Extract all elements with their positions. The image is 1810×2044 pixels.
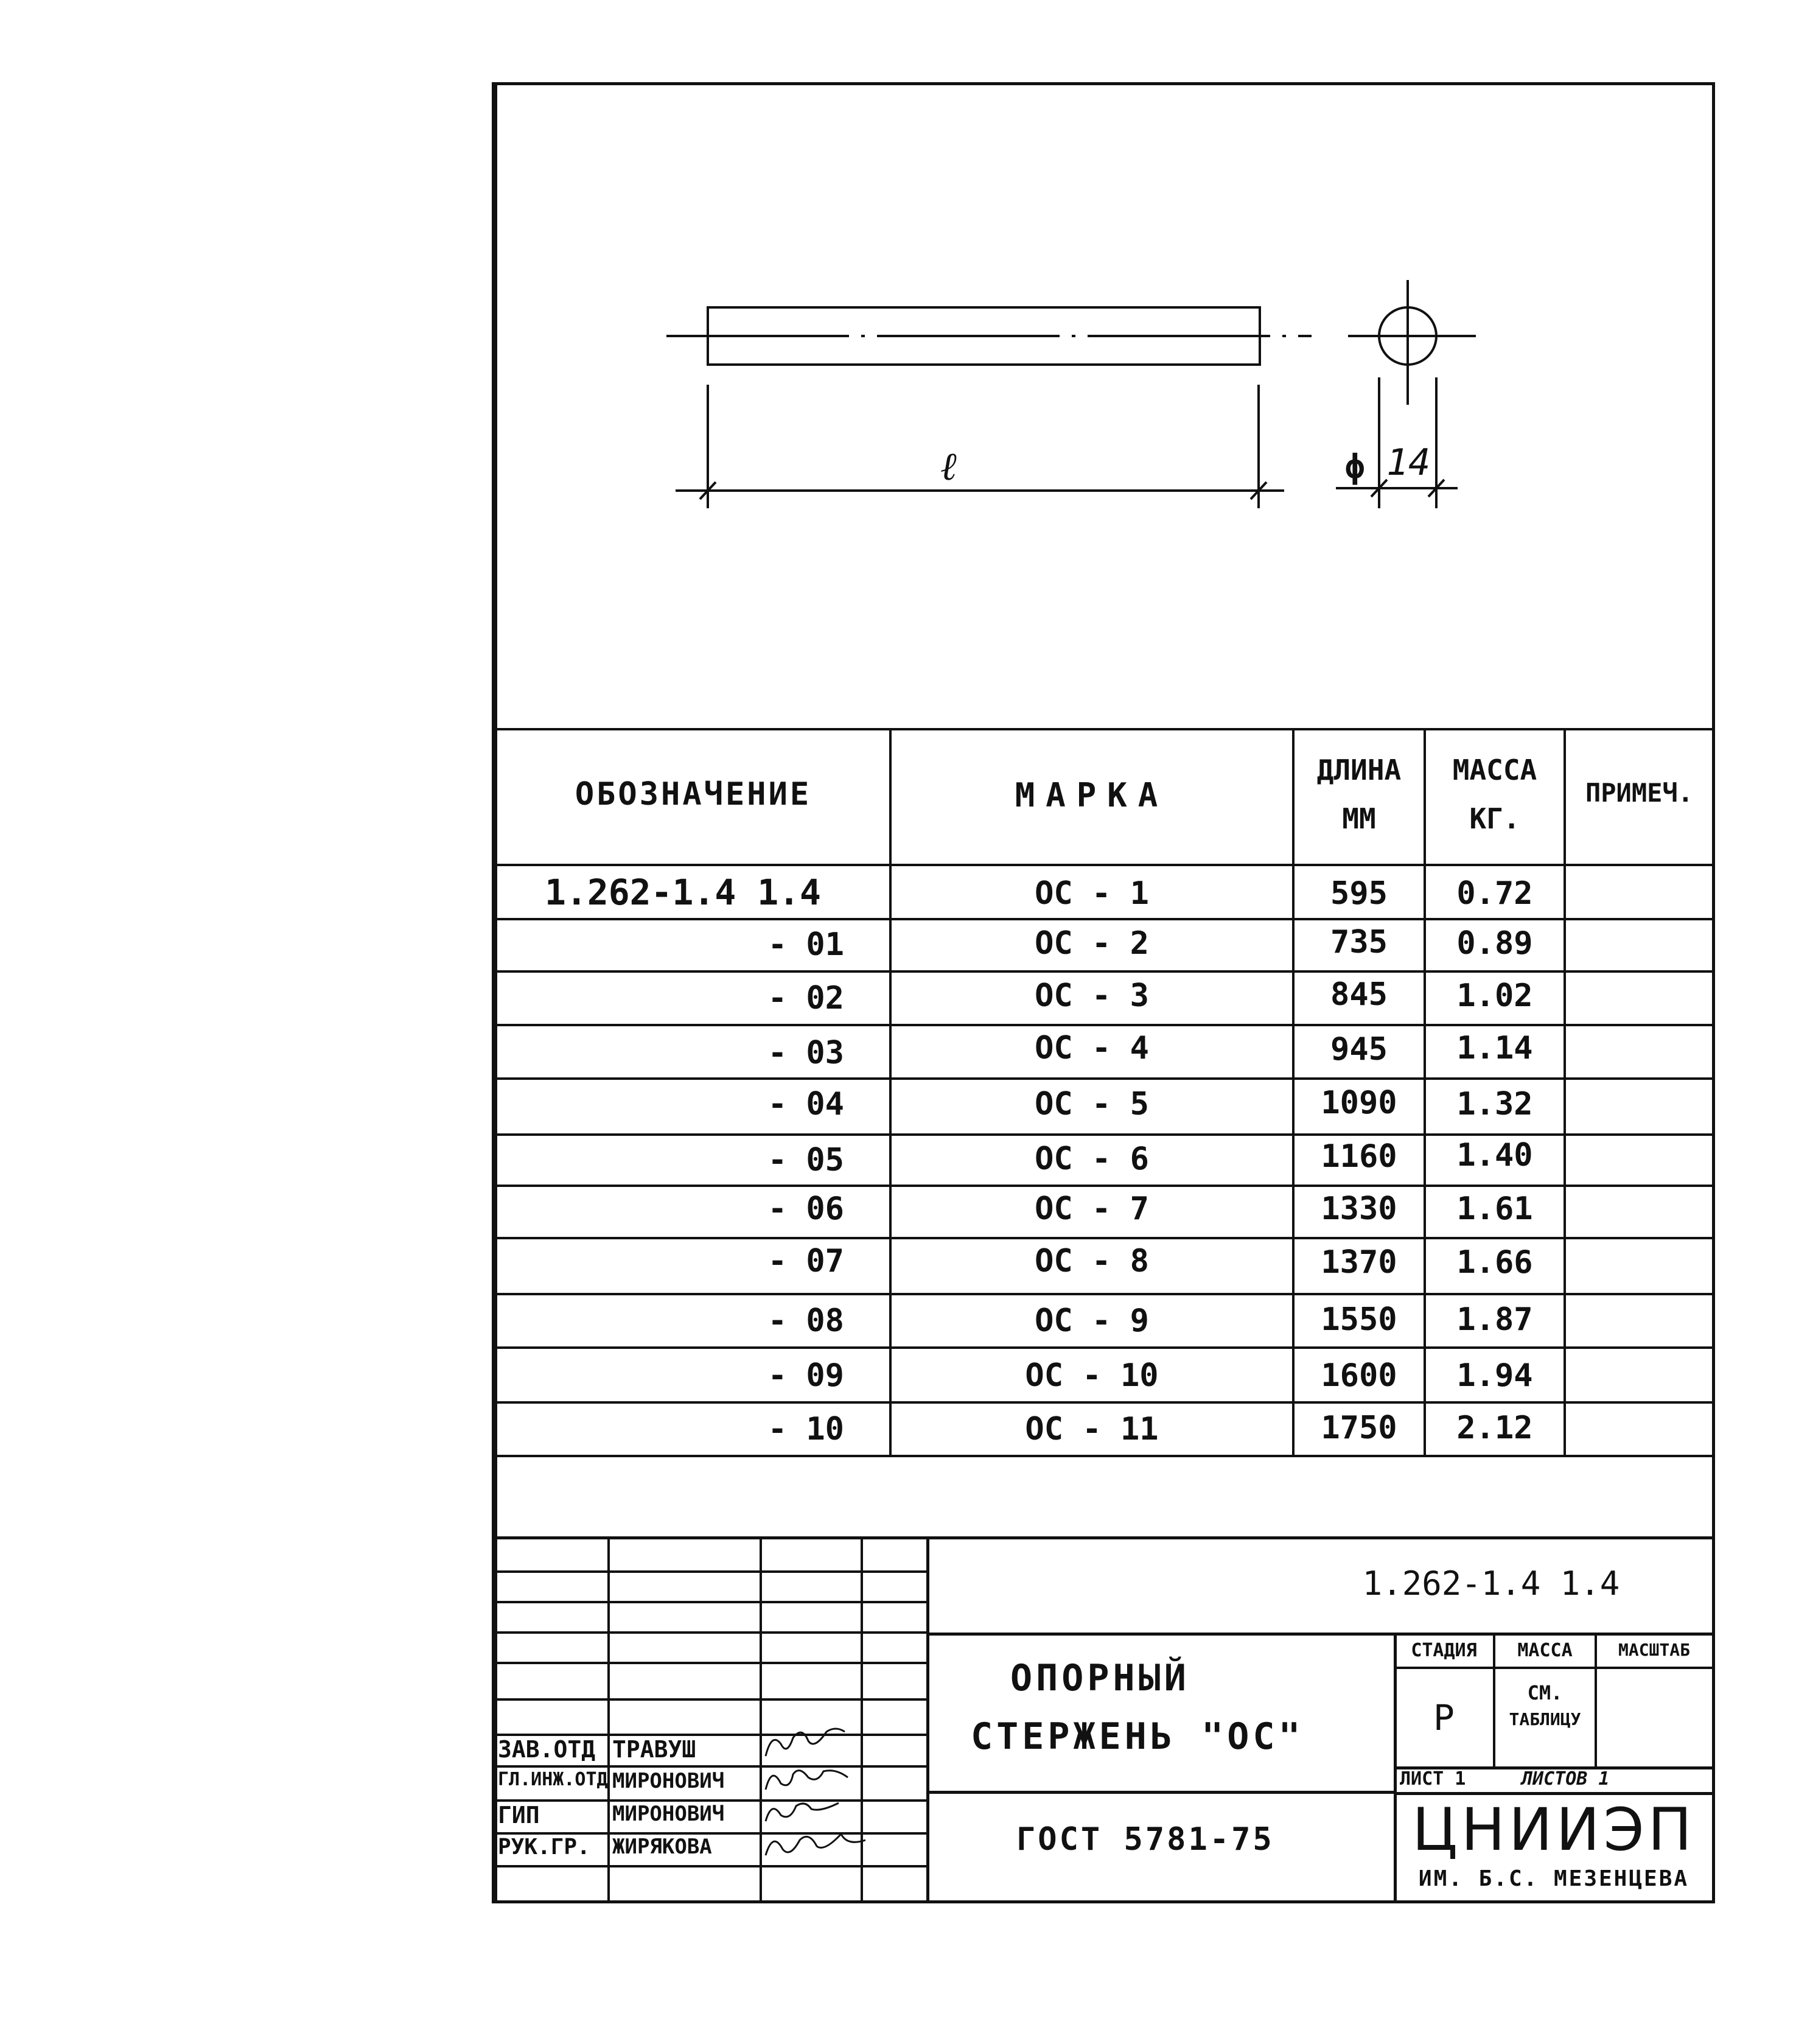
row-mark: ОС - 5 (1035, 1086, 1149, 1122)
header-mass-1: МАССА (1452, 754, 1537, 786)
row-mass: 1.40 (1456, 1137, 1533, 1174)
sig-role: РУК.ГР. (498, 1835, 590, 1860)
row-length: 735 (1330, 924, 1388, 961)
row-mark: ОС - 11 (1025, 1411, 1159, 1447)
row-mark: ОС - 1 (1035, 875, 1149, 912)
signature-mark (766, 1729, 845, 1756)
title-line-2: СТЕРЖЕНЬ "ОС" (971, 1715, 1304, 1758)
diameter-value: 14 (1386, 441, 1431, 484)
row-length: 1600 (1321, 1357, 1397, 1394)
header-mass-2: КГ. (1469, 802, 1520, 835)
row-length: 1750 (1321, 1410, 1397, 1446)
mass-value-2: ТАБЛИЦУ (1509, 1709, 1581, 1729)
stage-header-line (1394, 1667, 1713, 1669)
row-designation: - 02 (767, 980, 844, 1017)
row-mass: 1.66 (1456, 1244, 1533, 1281)
row-length: 595 (1330, 875, 1388, 912)
row-mark: ОС - 10 (1025, 1357, 1159, 1394)
row-mass: 0.89 (1456, 925, 1533, 962)
header-mark: МАРКА (1015, 776, 1169, 814)
row-mark: ОС - 9 (1035, 1303, 1149, 1339)
row-length: 1550 (1321, 1301, 1397, 1338)
sig-role: ГИП (498, 1802, 540, 1829)
row-designation: - 10 (767, 1411, 844, 1447)
row-mass: 1.32 (1456, 1086, 1533, 1122)
sheet-row-bottom (1394, 1792, 1713, 1795)
sig-name: ЖИРЯКОВА (612, 1835, 712, 1859)
row-mark: ОС - 3 (1035, 978, 1149, 1014)
row-length: 1330 (1321, 1191, 1397, 1227)
organization-name: ЦНИИЭП (1412, 1796, 1696, 1864)
sig-name: МИРОНОВИЧ (612, 1769, 725, 1793)
row-length: 845 (1330, 976, 1388, 1013)
row-mark: ОС - 7 (1035, 1191, 1149, 1227)
row-mass: 1.61 (1456, 1191, 1533, 1227)
row-designation: - 07 (767, 1243, 844, 1279)
row-designation: - 03 (767, 1035, 844, 1071)
row-designation: - 06 (767, 1191, 844, 1227)
row-designation: 1.262-1.4 1.4 (545, 872, 821, 913)
row-length: 1160 (1321, 1138, 1397, 1175)
row-mark: ОС - 2 (1035, 925, 1149, 962)
row-designation: - 04 (767, 1086, 844, 1122)
header-length-1: ДЛИНА (1316, 754, 1402, 786)
stage-value: Р (1433, 1697, 1455, 1738)
length-label: ℓ (940, 444, 957, 489)
standard-row-top (926, 1791, 1394, 1794)
sig-name: ТРАВУШ (612, 1736, 696, 1763)
row-length: 945 (1330, 1031, 1388, 1068)
header-length-2: ММ (1342, 802, 1376, 835)
sheets-label: ЛИСТОВ 1 (1522, 1768, 1610, 1790)
row-mark: ОС - 4 (1035, 1030, 1149, 1066)
row-mass: 2.12 (1456, 1410, 1533, 1446)
stage-label: СТАДИЯ (1411, 1640, 1477, 1661)
row-mark: ОС - 8 (1035, 1243, 1149, 1279)
diameter-symbol: ϕ (1345, 447, 1365, 486)
header-note: ПРИМЕЧ. (1585, 778, 1693, 808)
organization-subtitle: ИМ. Б.С. МЕЗЕНЦЕВА (1418, 1866, 1689, 1891)
row-mass: 1.94 (1456, 1357, 1533, 1394)
header-designation: ОБОЗНАЧЕНИЕ (575, 776, 812, 813)
signature-mark (766, 1834, 865, 1855)
standard-reference: ГОСТ 5781-75 (1016, 1821, 1274, 1858)
sig-role: ЗАВ.ОТД (498, 1736, 596, 1763)
row-length: 1370 (1321, 1244, 1397, 1281)
title-line-1: ОПОРНЫЙ (1010, 1657, 1190, 1699)
row-mass: 1.87 (1456, 1301, 1533, 1338)
sheet-label: ЛИСТ 1 (1400, 1768, 1466, 1790)
row-mass: 0.72 (1456, 875, 1533, 912)
row-designation: - 05 (767, 1142, 844, 1178)
row-mark: ОС - 6 (1035, 1141, 1149, 1177)
row-mass: 1.14 (1456, 1030, 1533, 1066)
scale-label: МАСШТАБ (1618, 1640, 1690, 1660)
row-designation: - 09 (767, 1357, 844, 1394)
row-designation: - 08 (767, 1303, 844, 1339)
row-designation: - 01 (767, 926, 844, 963)
row-length: 1090 (1321, 1085, 1397, 1121)
sig-role: ГЛ.ИНЖ.ОТД (498, 1769, 608, 1790)
row-mass: 1.02 (1456, 978, 1533, 1014)
sig-name: МИРОНОВИЧ (612, 1802, 725, 1826)
mass-label: МАССА (1517, 1640, 1573, 1661)
document-code: 1.262-1.4 1.4 (1362, 1564, 1620, 1603)
signature-mark (766, 1803, 839, 1821)
mass-value-1: СМ. (1527, 1681, 1563, 1704)
signature-mark (766, 1771, 848, 1790)
